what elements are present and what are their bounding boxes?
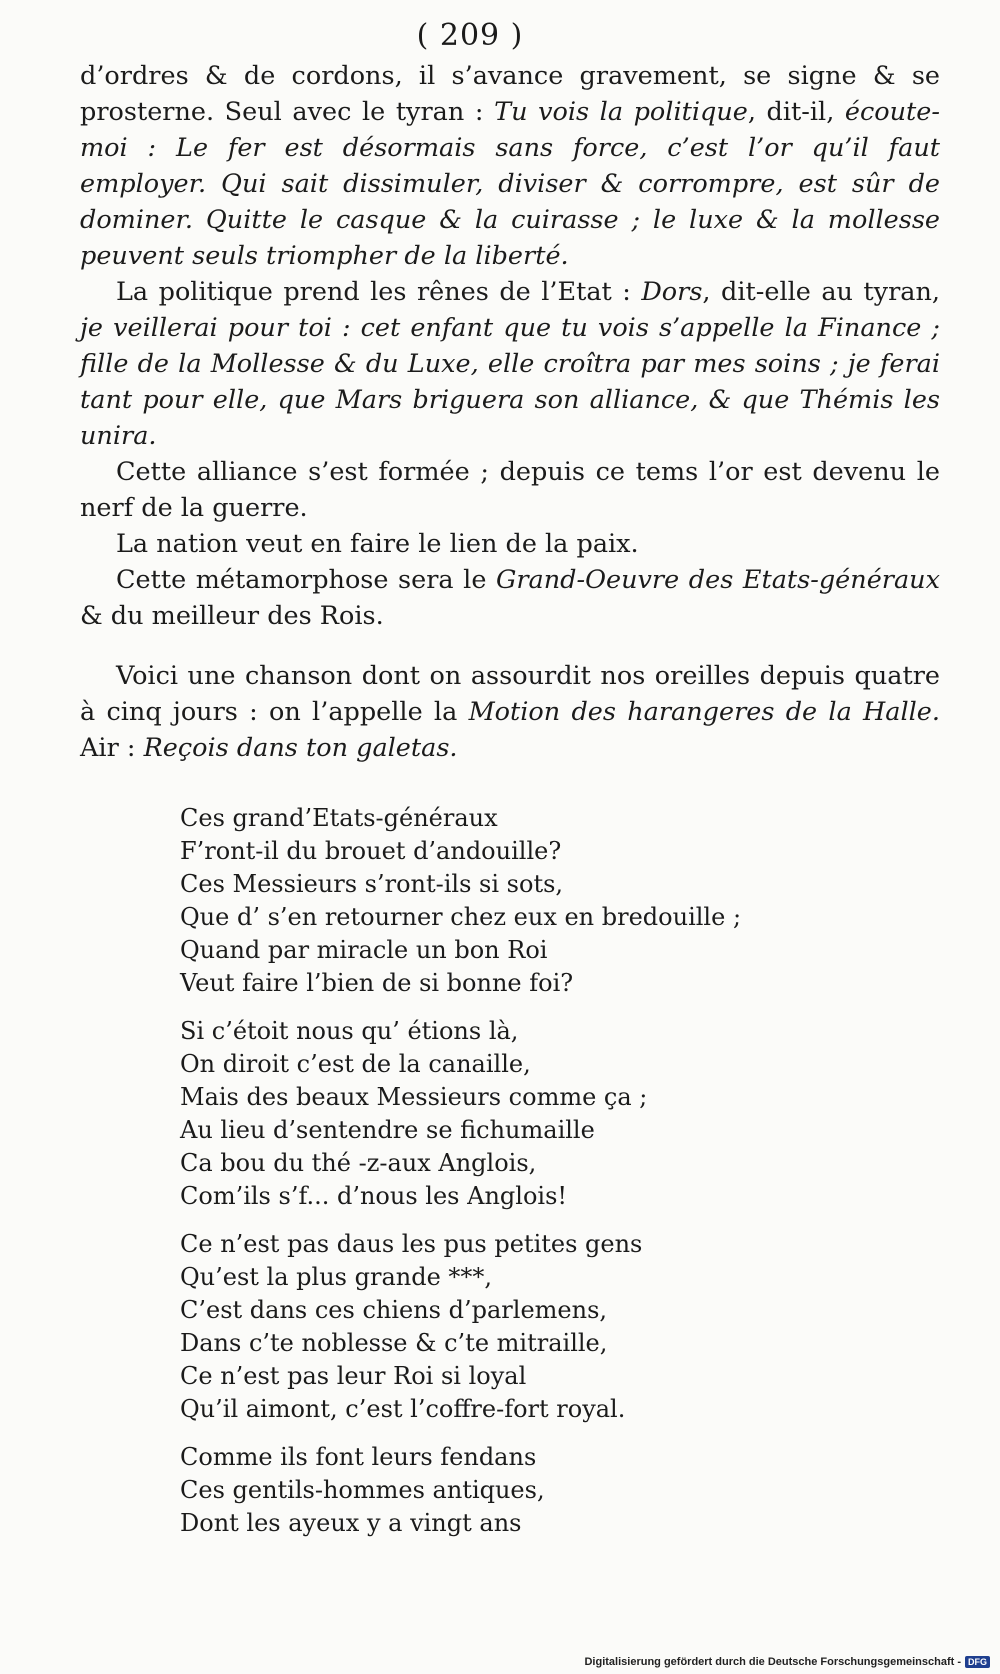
roman-text: La politique prend les rênes de l’Etat : — [116, 277, 642, 307]
roman-text: La nation veut en faire le lien de la paix. — [116, 529, 639, 559]
roman-text: , dit-il, — [747, 97, 845, 127]
stanza — [180, 802, 880, 1000]
verse-line: Quand par miracle un bon Roi — [180, 936, 548, 964]
paragraph — [80, 562, 940, 634]
paragraph — [80, 454, 940, 526]
credit-text: Digitalisierung gefördert durch die Deutsche Forschungsgemeinschaft - — [584, 1656, 961, 1668]
stanza — [180, 1015, 880, 1213]
prose-body — [80, 58, 940, 766]
roman-text: Air : — [80, 733, 144, 763]
verse-line: Ces Messieurs s’ront-ils si sots, — [180, 870, 564, 898]
verse-line: Si c’étoit nous qu’ étions là, — [180, 1017, 519, 1045]
paragraph — [80, 658, 940, 766]
verse-line: Com’ils s’f... d’nous les Anglois! — [180, 1182, 568, 1210]
verse-line: Mais des beaux Messieurs comme ça ; — [180, 1083, 648, 1111]
italic-text: je veillerai pour toi : cet enfant que tu vois s’appelle la Finance ; fille de la Mollesse & du Luxe, elle croîtra par mes soins ; je ferai tant pour elle, que Mars briguera son alliance, & que Thémis les unira. — [80, 313, 940, 451]
italic-text: Motion des harangeres de la Halle. — [468, 697, 940, 727]
verse-line: Ces gentils-hommes antiques, — [180, 1476, 545, 1504]
verse-line: Au lieu d’sentendre se fichumaille — [180, 1116, 595, 1144]
roman-text: , dit-elle au tyran, — [702, 277, 940, 307]
verse-line: Veut faire l’bien de si bonne foi? — [180, 969, 574, 997]
italic-text: Grand-Oeuvre des Etats-généraux — [495, 565, 940, 595]
song-verses — [180, 802, 880, 1555]
verse-line: Dans c’te noblesse & c’te mitraille, — [180, 1329, 608, 1357]
roman-text: Cette alliance s’est formée ; depuis ce tems l’or est devenu le nerf de la guerre. — [80, 457, 940, 523]
italic-text: écoute-moi : Le fer est désormais sans force, c’est l’or qu’il faut employer. Qui sait dissimuler, diviser & corrompre, est sûr de dominer. Quitte le casque & la cuirasse ; le luxe & la mollesse peuvent seuls triompher de la liberté. — [80, 97, 940, 271]
stanza — [180, 1441, 880, 1540]
digitization-credit — [584, 1656, 990, 1668]
italic-text: Reçois dans ton galetas. — [143, 733, 458, 763]
dfg-logo: DFG — [965, 1656, 990, 1668]
verse-line: Ca bou du thé -z-aux Anglois, — [180, 1149, 537, 1177]
paragraph — [80, 526, 940, 562]
verse-line: Ces grand’Etats-généraux — [180, 804, 498, 832]
verse-line: C’est dans ces chiens d’parlemens, — [180, 1296, 608, 1324]
verse-line: Ce n’est pas daus les pus petites gens — [180, 1230, 643, 1258]
verse-line: F’ront-il du brouet d’andouille? — [180, 837, 562, 865]
roman-text: & du meilleur des Rois. — [80, 601, 384, 631]
verse-line: Qu’il aimont, c’est l’coffre-fort royal. — [180, 1395, 626, 1423]
verse-line: On diroit c’est de la canaille, — [180, 1050, 531, 1078]
paragraph — [80, 274, 940, 454]
verse-line: Dont les ayeux y a vingt ans — [180, 1509, 522, 1537]
stanza — [180, 1228, 880, 1426]
verse-line: Ce n’est pas leur Roi si loyal — [180, 1362, 527, 1390]
roman-text: d’ordres & de cordons, il s’avance gravement, se signe & se prosterne. Seul avec le tyran : — [80, 61, 940, 127]
roman-text: Cette métamorphose sera le — [116, 565, 496, 595]
verse-line: Qu’est la plus grande ***, — [180, 1263, 493, 1291]
roman-text: Voici une chanson dont on assourdit nos oreilles depuis quatre à cinq jours : on l’appelle la — [80, 661, 940, 727]
italic-text: Tu vois la politique — [494, 97, 748, 127]
verse-line: Comme ils font leurs fendans — [180, 1443, 537, 1471]
page-number: ( 209 ) — [416, 18, 524, 53]
verse-line: Que d’ s’en retourner chez eux en bredouille ; — [180, 903, 742, 931]
paragraph — [80, 58, 940, 274]
italic-text: Dors — [641, 277, 703, 307]
